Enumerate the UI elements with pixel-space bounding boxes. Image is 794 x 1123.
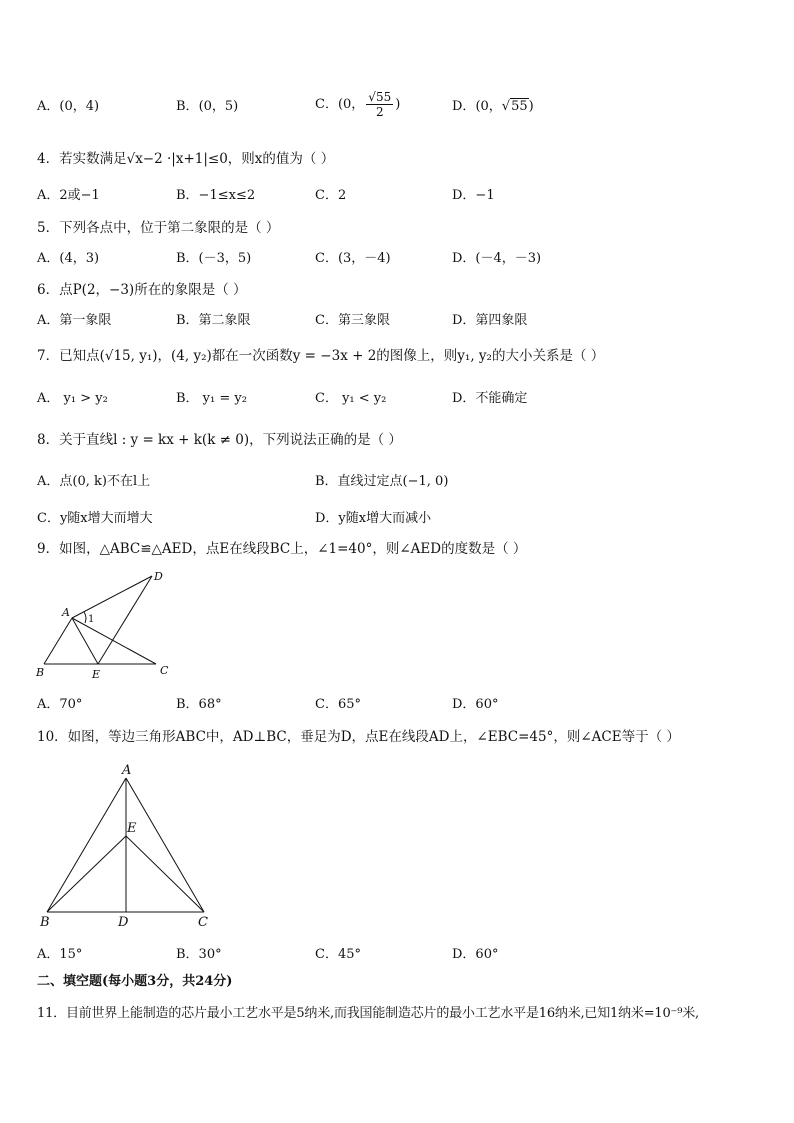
q3-option-a: A．(0，4) <box>37 99 100 114</box>
q11-stem: 11．目前世界上能制造的芯片最小工艺水平是5纳米,而我国能制造芯片的最小工艺水平是16纳米,已知1纳米=10⁻⁹米, <box>37 1006 699 1021</box>
q5-option-b: B．(－3，5) <box>176 251 252 266</box>
q6-option-d: D．第四象限 <box>452 313 528 328</box>
q7-option-d: D．不能确定 <box>452 391 528 406</box>
q10-option-d: D．60° <box>452 947 499 962</box>
q3-option-d: D．(0，√55) <box>452 99 534 114</box>
q9-segment-ad <box>72 576 152 618</box>
q10-stem: 10．如图，等边三角形ABC中，AD⊥BC，垂足为D，点E在线段AD上，∠EBC=45°，则∠ACE等于（ ） <box>37 729 680 745</box>
q10-label-a: A <box>122 763 132 778</box>
q5-stem: 5．下列各点中，位于第二象限的是（ ） <box>37 220 280 236</box>
q10-option-a: A．15° <box>37 947 83 962</box>
q7-option-c: C． y₁ < y₂ <box>315 391 387 406</box>
q10-segment-be <box>47 836 126 912</box>
q9-segment-de <box>98 576 152 664</box>
q9-option-a: A．70° <box>37 697 83 712</box>
q4-stem: 4．若实数满足√x−2 ·|x+1|≤0，则x的值为（ ） <box>37 151 335 167</box>
q10-segment-ab <box>47 778 126 912</box>
q8-option-d: D．y随x增大而减小 <box>315 511 432 526</box>
q9-triangle-figure <box>30 568 180 684</box>
q5-option-a: A．(4，3) <box>37 251 100 266</box>
q8-option-b: B．直线过定点(−1, 0) <box>315 474 449 489</box>
q9-label-a: A <box>62 606 70 619</box>
q10-option-c: C．45° <box>315 947 361 962</box>
q9-option-b: B．68° <box>176 697 222 712</box>
q9-label-e: E <box>92 668 101 681</box>
q6-option-a: A．第一象限 <box>37 313 112 328</box>
q9-angle-arc <box>84 612 86 623</box>
q9-segment-ab <box>44 618 72 664</box>
fraction: $\frac{√55}{2}$ <box>368 90 392 119</box>
q9-label-b: B <box>36 666 45 679</box>
q4-option-d: D．−1 <box>452 188 495 203</box>
q9-label-c: C <box>160 664 169 677</box>
q10-label-d: D <box>118 915 129 930</box>
q9-angle-label: 1 <box>88 614 95 625</box>
q9-option-d: D．60° <box>452 697 499 712</box>
q6-option-b: B．第二象限 <box>176 313 251 328</box>
q9-label-d: D <box>154 570 163 583</box>
q10-label-c: C <box>198 915 208 930</box>
q6-stem: 6．点P(2，−3)所在的象限是（ ） <box>37 282 247 298</box>
q7-option-a: A． y₁ > y₂ <box>37 391 108 406</box>
q4-option-b: B．−1≤x≤2 <box>176 188 256 203</box>
q8-option-a: A．点(0, k)不在l上 <box>37 474 151 489</box>
q8-option-c: C．y随x增大而增大 <box>37 511 153 526</box>
section-heading: 二、填空题(每小题3分，共24分) <box>37 974 233 989</box>
q4-option-a: A．2或−1 <box>37 188 100 203</box>
q9-stem: 9．如图，△ABC≌△AED，点E在线段BC上，∠1=40°，则∠AED的度数是（ ） <box>37 541 527 557</box>
q10-label-b: B <box>40 915 50 930</box>
q10-label-e: E <box>127 821 137 836</box>
q3-option-c: C．(0， $\frac{√55}{2}$ ) <box>315 90 401 119</box>
q5-option-c: C．(3，－4) <box>315 251 391 266</box>
q10-segment-ac <box>126 778 204 912</box>
q4-option-c: C．2 <box>315 188 347 203</box>
q10-segment-ce <box>126 836 204 912</box>
q10-option-b: B．30° <box>176 947 222 962</box>
q5-option-d: D．(－4，－3) <box>452 251 542 266</box>
q10-triangle-figure <box>36 760 216 934</box>
q8-stem: 8．关于直线l : y = kx + k(k ≠ 0)，下列说法正确的是（ ） <box>37 432 402 448</box>
q3-option-b: B．(0，5) <box>176 99 239 114</box>
q9-option-c: C．65° <box>315 697 361 712</box>
q7-option-b: B． y₁ = y₂ <box>176 391 247 406</box>
q7-stem: 7．已知点(√15, y₁)，(4, y₂)都在一次函数y = −3x + 2的图像上，则y₁, y₂的大小关系是（ ） <box>37 348 605 364</box>
q6-option-c: C．第三象限 <box>315 313 390 328</box>
